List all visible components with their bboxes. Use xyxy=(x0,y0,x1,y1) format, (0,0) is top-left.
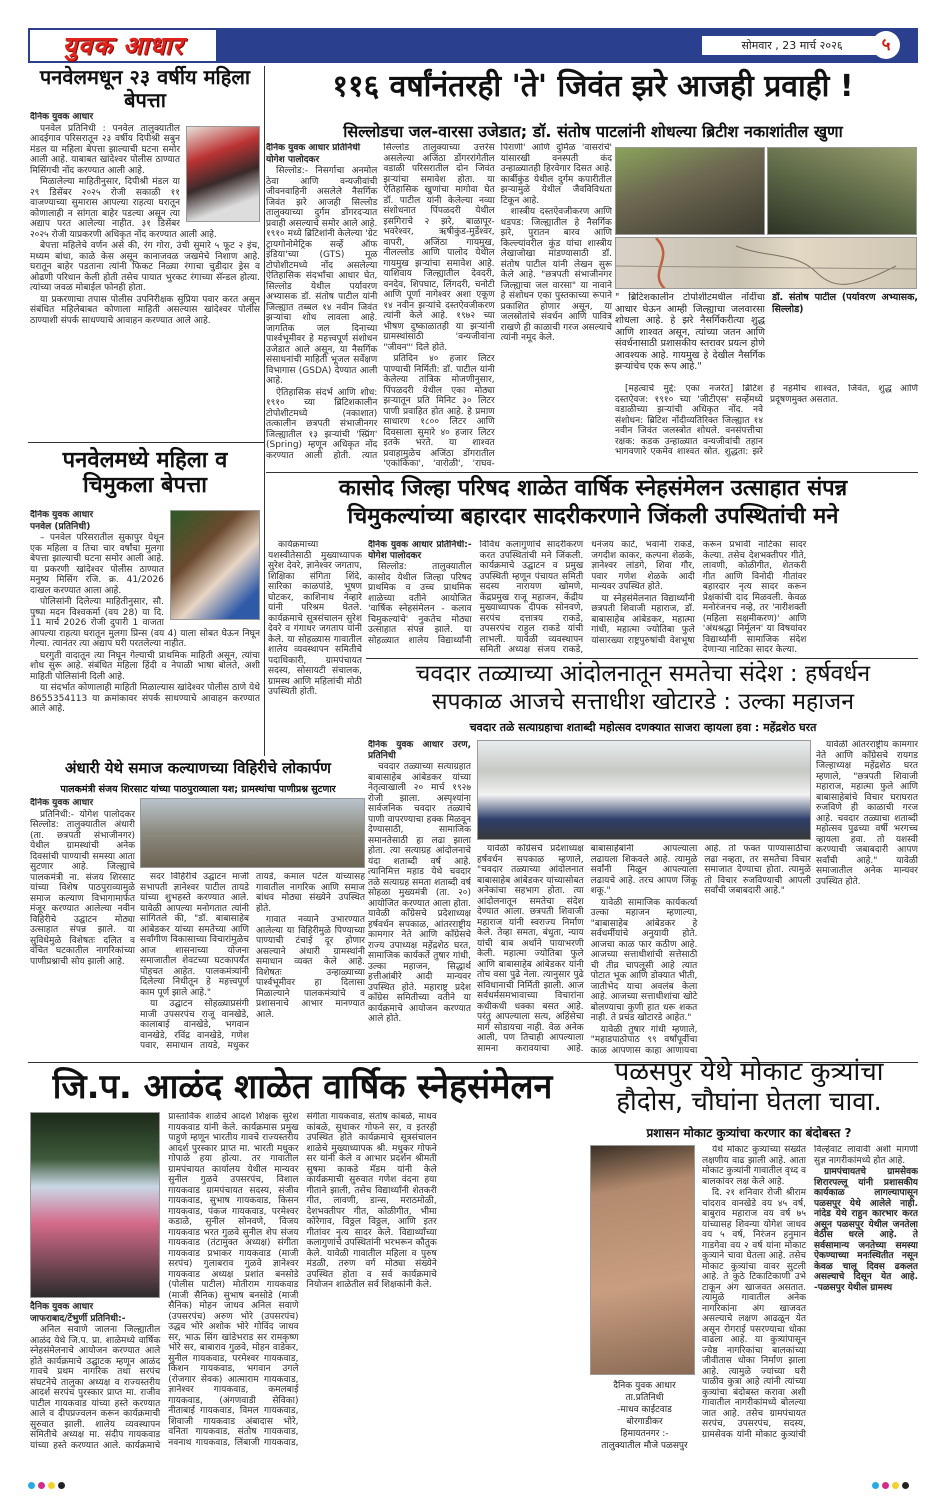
color-dot xyxy=(28,1482,35,1489)
byline: दैनिक युवक आधार xyxy=(30,112,94,122)
article-springs xyxy=(266,143,612,470)
subheadline-palaspur: प्रशासन मोकाट कुत्र्यांचा करणार का बंदोबस्त ? xyxy=(646,1126,852,1140)
divider xyxy=(266,472,918,473)
paragraph: घरगुती वादातून त्या निघून गेल्याची प्राथमिक माहिती असून, त्यांचा शोध सुरू आहे. संबंधित महिला हिंदी व नेपाळी भाषा बोलते, अशी माहिती पोलिसांनी दिली आहे. xyxy=(30,650,260,682)
researcher-at-spring-photo xyxy=(615,147,765,235)
article-panvel-child xyxy=(30,510,260,756)
british-topo-map-photo xyxy=(615,237,917,289)
paragraph: या प्रकरणाचा तपास पोलीस उपनिरीक्षक सुप्रिया पवार करत असून संबंधित महिलेबाबत कोणाला माहिती असल्यास खांदेश्वर पोलीस ठाण्याशी संपर्क साधण्याचे आवाहन करण्यात आले आहे. xyxy=(30,294,260,326)
byline-line: दैनिक युवक आधार xyxy=(613,1381,676,1391)
andhari-photo-and-text xyxy=(140,798,365,1060)
spring-water-photo xyxy=(767,147,917,235)
dog-bite-wound-photo xyxy=(590,1145,695,1375)
headline-kasod-line2: चिमुकल्यांच्या बहारदार सादरीकरणाने जिंकली उपस्थितांची मने xyxy=(347,504,839,529)
byline-line: -माधव काईटवाड xyxy=(617,1405,672,1415)
footer-color-dots-left xyxy=(28,1474,68,1493)
paragraph: अनिल सवाणे जालना जिल्ह्यातील आळंद येथे जि.प. प्रा. शाळेमध्ये वार्षिक स्नेहसंमेलनाचे आयोजन करण्यात आले होते कार्यक्रमाचे उद्घाटक म्हणून आळंद गावचे प्रथम नागरिक तथा सरपंच संघटनेचे तालुका अध्यक्ष व राज्यस्तरीय आदर्श सरपंच पुरस्कार प्राप्त मा. राजीव पाटील गायकवाड यांच्या हस्ते करण्यात आले व दीपप्रज्वलन करून कार्यक्रमाची सुरुवात झाली. शालेय व्यवस्थापन समितीचे अध्यक्ष मा. संदीप गायकवाड यांच्या हस्ते करण्यात आले. कार्यक्रमाचे प्रास्ताविक शाळेचे आदर्श शिक्षक सुरेश गायकवाड यांनी केले. कार्यक्रमास प्रमुख पाहुणे म्हणून भारतीय गावचे राज्यस्तरीय आदर्श पुरस्कार प्राप्त मा. भारती मधुकर गोपाळे हया होत्या. तर गावातील ग्रामपंचायत कार्यालय येथील मान्यवर सुनील गुळवे उपसरपंच, विशाल गायकवाड ग्रामपंचायत सदस्य, संजीव गायकवाड, सुभाष गायकवाड, किसन गायकवाड, पंकज गायकवाड, परमेश्वर कडाळे, सुनील सोनवणे, विजय गायकवाड भरत गुळवे सुनील शेप संजय गायकवाड (तंटामुक्त अध्यक्ष) संगीता गायकवाड प्रभाकर गायकवाड (माजी सरपंच) गुलाबराव गुळवे ज्ञानेश्वर गायकवाड अध्यक्ष प्रशांत बनसोडे (पोलीस पाटील) मोतीराम गायकवाड (माजी सैनिक) सुभाष बनसोडे (माजी सैनिक) मोहन जाधव अनिल सवाणे (उपसरपंच) अरुण भोरे (उपसरपंच) उद्धव भोरे अशोक भोरे गोविंद जाधव सर, भाऊ सिंग खांडेभराड सर रामकृष्ण भोरे सर, बाबाराव गुळवे, मोहन वाडेकर, सुनील गायकवाड, परमेश्वर गायकवाड, किशन गायकवाड, भगवान उगले (रोजगार सेवक) आत्माराम गायकवाड, ज्ञानेश्वर गायकवाड, कमलबाई गायकवाड, (अंगणवाडी सेविका) नीताबाई गायकवाड, विमल गायकवाड, शिवाजी गायकवाड अंबादास भोरे, वनिता गायकवाड, संतोष गायकवाड, नवनाथ गायकवाड, लिंबाजी गायकवाड, संगीता गायकवाड, संतोष कांबळे, माधव कांबळे, सुधाकर गोफने सर, व इतरही उपस्थित होते कार्यक्रमाचे सूत्रसंचालन शाळेचे मुख्याध्यापक श्री. मधुकर गोफने सर यांनी केले व आभार प्रदर्शन श्रीमती सुषमा काकडे मॅडम यांनी केले कार्यक्रमाची सुरुवात गणेश वंदना हया गीताने झाली, तसेच विद्यार्थ्यांनी शेतकरी गीत, लावणी, डान्स, मराठमोळी, देशभक्तीपर गीत, कोळीगीत, भीमा कोरेगाव, विठ्ठल विठ्ठल, आणि इतर गीतांवर नृत्य सादर केले. विद्यार्थ्यांच्या कलागुणांचे उपस्थितांनी भरभरून कौतुक केले. यावेळी गावातील महिला व पुरुष मंडळी, तरुण वर्ग मोठ्या संख्येने उपस्थित होता व सर्व कार्यक्रमाचे नियोजन शाळेतील सर्व शिक्षकांनी केले. xyxy=(30,1112,437,1451)
palaspur-byline-block xyxy=(592,1380,697,1458)
school-gathering-photo xyxy=(30,1112,160,1298)
byline-line: बोरगाडीकर xyxy=(626,1417,663,1427)
paragraph: सिल्लोड:- निसर्गाचा अनमोल ठेवा आणि वन्यजीवांची जीवनवाहिनी असलेले नैसर्गिक जिवंत झरे आजही सिल्लोड तालुक्याच्या दुर्गम डोंगरदऱ्यात प्रवाही असल्याचे समोर आले आहे. १९१० मध्ये ब्रिटिशांनी केलेल्या 'ग्रेट ट्रायगोनोमेट्रिक सर्व्हे ऑफ इंडिया'च्या (GTS) मूळ टोपोशीटमध्ये नोंद असलेल्या ऐतिहासिक संदर्भांचा आधार घेत, सिल्लोड येथील पर्यावरण अभ्यासक डॉ. संतोष पाटील यांनी जिल्ह्यात तब्बल १४ नवीन जिवंत झऱ्यांचा शोध लावला आहे. जागतिक जल दिनाच्या पार्श्वभूमीवर हे महत्त्वपूर्ण संशोधन उजेडात आले असून, या नैसर्गिक संसाधनांची माहिती भूजल सर्वेक्षण विभागास (GSDA) देण्यात आली आहे. xyxy=(266,166,378,386)
springs-highlights-box xyxy=(615,384,918,470)
paragraph: पनवेल प्रतिनिधी : पनवेल तालुक्यातील आदईगाव परिसरातून २३ वर्षीय दिपीश्री सबुन मंडल या महिला बेपत्ता झाल्याची घटना समोर आली आहे. याबाबत खांदेश्वर पोलीस ठाण्यात मिसिंगची नोंद करण्यात आली आहे. xyxy=(30,123,180,176)
headline-panvel-woman: पनवेलमधून २३ वर्षीय महिला बेपत्ता xyxy=(39,65,251,112)
color-dot xyxy=(892,1482,899,1489)
paragraph: सिल्लोड: तालुक्यातील कासोद येथील जिल्हा परिषद प्राथमिक व उच्च प्राथमिक शाळेच्या वतीने आयोजित 'वार्षिक स्नेहसंमेलन - कलाव चिमुकल्यांचे' नुकतेच मोठ्या उत्साहात संपन्न झाले. या सोहळ्यात शालेय विद्यार्थ्यांनी विविध कलागुणांचे सादरीकरण करत उपस्थितांची मने जिंकली. कार्यक्रमाचे उद्घाटन व प्रमुख उपस्थिती म्हणून पंचायत समिती सदस्य नारायण खोमणे, केंद्रप्रमुख राजू महाजन, केंद्रीय मुख्याध्यापक दीपक सोनवणे, सरपंच दत्तात्रय राकडे, उपसरपंच राहुल राकडे यांची लाभली. यावेळी व्यवस्थापन समिती अध्यक्ष संजय राकडे, धनंजय काटे, भवानी राकडे, जगदीश काकर, कल्पना शेळके, ज्ञानेश्वर लांडगे, शिवा गौर, पवार गणेश शेळके आदी मान्यवर उपस्थित होते. xyxy=(368,540,695,655)
byline: दैनिक युवक आधार उरण, प्रतिनिधी xyxy=(368,740,471,761)
springs-attribution: डॉ. संतोष पाटील (पर्यावरण अभ्यासक, सिल्लोड) xyxy=(772,292,918,315)
byline: दैनिक युवक आधार xyxy=(30,798,94,808)
headline-aland: जि.प. आळंद शाळेत वार्षिक स्नेहसंमेलन xyxy=(52,1067,553,1107)
newspaper-logo: युवक आधार xyxy=(30,30,216,61)
headline-palaspur: पळसपुर येथे मोकाट कुत्र्यांचा हौदोस, चौघांना घेतला चावा. xyxy=(614,1057,884,1117)
paragraph: या संदर्भात कोणालाही माहिती मिळाल्यास खांदेश्वर पोलीस ठाणे येथे 8655354113 या क्रमांकावर संपर्क साधण्याचे आवाहन करण्यात आले आहे. xyxy=(30,683,260,714)
headline-chavdar-line2: सपकाळ आजचे सत्ताधीश खोटारडे : उल्का महाजन xyxy=(431,689,855,715)
footer-color-dots-right xyxy=(872,1474,912,1493)
headline-chavdar-line1: चवदार तळ्याच्या आंदोलनातून समतेचा संदेश : हर्षवर्धन xyxy=(415,661,871,687)
page-number: ५ xyxy=(872,31,900,59)
missing-woman-photo xyxy=(186,126,260,222)
map-contour-lines xyxy=(616,238,917,289)
paragraph: यावेळी सामाजिक कार्यकर्त्या उल्का महाजन म्हणाल्या, "बाबासाहेब आंबेडकर हे सर्वधर्मीयांचे अनुयायी होते. आजचा काळ फार कठीण आहे. आजच्या सत्ताधीशांची सत्तेसाठी ची तीव्र चापलूसी आहे त्यात पोटात भूक आणि डोक्यात भीती, जातीभेद याचा अवलंब केला आहे. आजच्या सत्ताधीशांचा खोटे बोलण्याचा कुणी हात धरू शकत नाही. ते प्रचंड खोटारडे आहेत." xyxy=(590,897,698,1023)
headline-kasod-line1: कासोद जिल्हा परिषद शाळेत वार्षिक स्नेहसंमेलन उत्साहात संपन्न xyxy=(338,476,848,501)
paragraph: प्रतिदिन ४० हजार लिटर पाण्याची निर्मिती: डॉ. पाटील यांनी केलेल्या तांत्रिक मोजणीनुसार, पिंपळदरी येथील एका मोठ्या झऱ्यातून प्रति मिनिट ३० लिटर पाणी प्रवाहित होत आहे. हे प्रमाण साधारण १८०० लिटर आणि दिवसाला सुमारे ४० हजार लिटर इतके भरते. या शाश्वत प्रवाहामुळेच अजिंठा डोंगरातील 'एकांकिका', 'वारोळी', 'राघव-पिराणी' आणि दुर्मिळ 'वासरांचे' यांसारखी वनस्पती कंद उन्हाळ्यातही हिरवेगार दिसत आहे. कार्बीकुंड येथील दुर्गम कपारीतील झऱ्यामुळे येथील जैवविविधता टिकून आहे. xyxy=(383,143,612,469)
byline: दैनिक युवक आधार प्रतिनिधी:- योगेश पालोदकर xyxy=(368,540,472,561)
paragraph: शास्त्रीय दस्तऐवजीकरण आणि धडपड: जिल्ह्यातील हे नैसर्गिक झरे, पुरातन बारव आणि किल्ल्यांवरील कुंड यांचा शास्त्रीय लेखाजोखा मांडण्यासाठी डॉ. संतोष पाटील यांनी लेखन सुरू केले आहे. "छत्रपती संभाजीनगर जिल्ह्याचा जल वारसा" या नावाने हे संशोधन एका पुस्तकाच्या रूपाने प्रकाशित होणार असून, या जलस्रोतांचे संवर्धन आणि पावित्र राखणे ही काळाची गरज असल्याचे त्यांनी नमूद केले. xyxy=(500,207,612,343)
paragraph: येथे मोकाट कुत्र्यांच्या संख्येत लक्षणीय वाढ झाली आहे. आता मोकाट कुत्र्यांनी गावातील वृध्द व बालकांवर लक्ष केले आहे. xyxy=(702,1145,806,1187)
divider xyxy=(366,658,918,659)
paragraph: सदर विहिरीचे उद्घाटन माजी सभापती ज्ञानेश्वर पाटील तायडे यांच्या शुभहस्ते करण्यात आले. यावेळी आपल्या मनोगतात त्यांनी सांगितले की, "डॉ. बाबासाहेब आंबेडकर यांच्या समतेच्या आणि सर्वांगीण विकासाच्या विचारांमुळेच आज शासनाच्या योजना समाजातील शेवटच्या घटकापर्यंत पोहचत आहेत. पालकमंत्र्यांनी दिलेल्या निधीतून हे महत्त्वपूर्ण काम पूर्ण झाले आहे." xyxy=(140,872,249,998)
paragraph: यावेळी तुषार गांधी म्हणाले, "महाडपाठोपाठ ९९ वर्षांपूर्वीचा काळ आपणास काहा आणायचा आहे. तो फक्त पाण्यासाठीचा लढा नव्हता, तर समतेचा विचार समाजात देण्याचा होता. त्यामुळे तो विचार रुजविण्याची आपली सर्वांची जबाबदारी आहे." xyxy=(590,844,811,1056)
headline-andhari: अंधारी येथे समाज कल्याणच्या विहिरीचे लोकार्पण xyxy=(65,759,331,777)
article-kasod xyxy=(368,540,918,656)
article-chavdar-column-1 xyxy=(368,740,471,1058)
color-dot xyxy=(882,1482,889,1489)
headline-springs: ११६ वर्षांनंतरही 'ते' जिवंत झरे आजही प्रवाही ! xyxy=(332,69,854,104)
article-palaspur xyxy=(702,1145,918,1458)
paragraph: दि. २१ शनिवार रोजी श्रीराम चांदराव वानखेडे वय ४५ वर्ष, बाबुराव महाराज वय वर्ष ७५ यांच्यासह शिवन्या योगेश जाधव वय ५ वर्ष, निरंजन हनुमान गाडगेवा वय २ वर्ष यांना मोकाट कुत्र्याने चावा घेतला आहे. तसेच मोकाट कुत्र्यांचा वावर सुटली आहे. ते कुठे टिकाटिकाणी उभे टाकून अंग खाजवत असतात. त्यामुळे गावातील अनेक नागरिकांना अंग खाजवत असल्याचे लक्षण आढळून येत असून रोगराई पसरण्याचा धोका वाढला आहे. या कुत्र्यांपासून ज्येष्ठ नागरिकांचा बालकांच्या जीवीतास धोका निर्माण झाला आहे. त्यामुळे ज्यांच्या घरी पाळीव कुत्रा आहे त्यांनी त्यांच्या कुत्र्यांचा बंदोबस्त करावा अशी गावातील नागरीकांमध्ये बोलल्या जात आहे. तसेच ग्रामपंचायत सरपंच, उपसरपंच, सदस्य, ग्रामसेवक यांनी मोकाट कुत्र्यांची विल्हेवाट लावावी अशी मागणी सुज्ञ नागरीकांमध्ये होत आहे. xyxy=(702,1145,918,1440)
byline: दैनिक युवक आधार xyxy=(30,1302,94,1312)
article-chavdar xyxy=(477,844,811,1058)
color-dot xyxy=(58,1482,65,1489)
paragraph: मिळालेल्या माहितीनुसार, दिपीश्री मंडल या २९ डिसेंबर २०२५ रोजी सकाळी ११ वाजण्याच्या सुमारास आपल्या राहत्या घरातून कोणालाही न सांगता बाहेर पडल्या असून त्या अद्याप परत आलेल्या नाहीत. ३१ डिसेंबर २०२५ रोजी याप्रकरणी अधिकृत नोंद करण्यात आली आहे. xyxy=(30,177,217,240)
missing-woman-child-photo xyxy=(170,510,260,620)
reporter: योगेश पालोदकर xyxy=(266,154,320,165)
paragraph: गावात नव्याने उभारण्यात आलेल्या या विहिरीमुळे पिण्याच्या पाण्याची टंचाई दूर होणार असल्याने अंधारी ग्रामस्थांनी समाधान व्यक्त केले आहे. विशेषतः उन्हाळ्याच्या पार्श्वभूमीवर हा दिलासा मिळाल्याने पालकमंत्र्यांचे व प्रशासनाचे आभार मानण्यात आले. xyxy=(256,915,365,1020)
congress-leaders-photo xyxy=(477,740,811,840)
color-dot xyxy=(38,1482,45,1489)
color-dot xyxy=(872,1482,879,1489)
paragraph: कार्यक्रमाच्या यशस्वीतेसाठी मुख्याध्यापक सुरेश देवरे, ज्ञानेश्वर जगताप, शिक्षिका संगिता शिंदे, सारिका काळपांडे, भूषण घोटकर, काशिनाथ नेव्हारे यांनी परिश्रम घेतले. कार्यक्रमाचे सूत्रसंचालन सुरेश देवरे व गंगाधर जगताप यांनी केले. या सोहळ्यास गावातील शालेय व्यवस्थापन समितीचे पदाधिकारी, ग्रामपंचायत सदस्य, सोसायटी संचालक, ग्रामस्थ आणि महिलांची मोठी उपस्थिती होती. xyxy=(268,540,362,697)
article-panvel-woman xyxy=(30,112,260,438)
subheadline-chavdar: चवदार तळे सत्याग्रहाचा शताब्दी महोत्सव दणक्यात साजरा व्हायला हवा : महेंद्रशेठ घरत xyxy=(469,721,817,734)
column-divider xyxy=(264,66,265,756)
color-dot xyxy=(48,1482,55,1489)
article-chavdar-column-last xyxy=(816,740,918,1058)
paragraph: [महत्वाचे मुद्दे: एका नजरेत] ब्रिटिश दस्तऐवज: १९१० च्या 'जीटीएस' सर्व्हेमध्ये वडाळीच्या झऱ्यांची अधिकृत नोंद. नवे संशोधन: ब्रिटिश नोंदीव्यतिरिक्त जिल्ह्यात १४ नवीन जिवंत जलस्त्रोत शोधले. वनसंपत्तीचा रक्षक: कडक उन्हाळ्यात वन्यजीवांची तहान भागवणारे एकमेव शाश्वत स्रोत. शुद्धता: झरे हे नहमीच शाश्वत, जिवंत, शुद्ध आणि प्रदूषणमुक्त असतात. xyxy=(615,384,918,457)
dateline: पनवेल (प्रतिनिधी) xyxy=(30,521,91,532)
byline-line: हिमायतनगर :- xyxy=(620,1429,669,1439)
springs-quote: " ब्रिटिशकालीन टोपोशीटमधील नोंदींचा आधार घेऊन आम्ही जिल्ह्याचा जलवारसा शोधला आहे. हे झरे नैसर्गिकरीत्या शुद्ध आणि शाश्वत असून, त्यांच्या जतन आणि संवर्धनासाठी प्रशासकीय स्तरावर प्रयत्न होणे आवश्यक आहे. गायमुख हे देखील नैसर्गिक झऱ्यांचेच एक रूप आहे." xyxy=(615,292,765,372)
paragraph: ऐतिहासिक संदर्भ आणि शोध: १९१० च्या ब्रिटिशकालीन टोपोशीटमध्ये (नकाशात) तत्कालीन छत्रपती संभाजीनगर जिल्ह्यातील १३ झऱ्यांची 'स्प्रिंग' (Spring) म्हणून अधिकृत नोंद करण्यात आली होती. त्यात सिल्लोड तालुक्याच्या उत्तरेस असलेल्या अजिंठा डोंगररांगेतील वडाळी परिसरातील दोन जिवंत झऱ्यांचा समावेश होता. या ऐतिहासिक खुणांचा मागोवा घेत डॉ. पाटील यांनी केलेल्या नव्या संशोधनात पिंपळदरी येथील इसगिराचे २ झरे, बाळापूर-भवरेश्वर, ऋषीकुंड-मुर्डेश्वर, वापरी, अजिंठा गायमुख, नीलल्लोड आणि पालोद येथील गायमुख झऱ्यांचा समावेश आहे. याशिवाय जिल्ह्यातील देवदरी, वनदेव, शिपघाट, लिंगदरी, चनोटी आणि पूर्णा नागेश्वर अशा एकूण १४ नवीन झऱ्यांचे दस्तऐवजीकरण त्यांनी केले आहे. १९७२ च्या भीषण दुष्काळातही या झऱ्यांनी ग्रामस्थांसाठी 'वन्यजीवांना "जीवन"' दिले होते. xyxy=(266,143,495,461)
article-aland xyxy=(30,1112,575,1458)
paragraph: प्रतिनिधी:- योगेश पालोदकर सिल्लोड: तालुक्यातील अंधारी (ता. छत्रपती संभाजीनगर) येथील ग्रामस्थांची अनेक दिवसांची पाण्याची समस्या आता सुटणार आहे. जिल्ह्याचे पालकमंत्री ना. संजय शिरसाट यांच्या विशेष पाठपुराव्यामुळे समाज कल्याण विभागामार्फत मंजूर करण्यात आलेल्या नवीन विहिरीचे उद्घाटन मोठ्या उत्साहात संपन्न झाले. या सुविधेमुळे विशेषतः दलित व वंचित घटकातील नागरिकांच्या पाणीप्रश्नाची सोय झाली आहे. xyxy=(30,809,135,967)
issue-date: सोमवार , 23 मार्च २०२६ xyxy=(702,36,882,55)
paragraph: चवदार तळ्याच्या सत्याग्रहात बाबासाहेब आंबेडकर यांच्या नेतृत्वाखाली २० मार्च १९२७ रोजी झाला. अस्पृश्यांना सार्वजनिक चवदार तळ्याचे पाणी वापरण्याचा हक्क मिळवून देण्यासाठी, सामाजिक समानतेसाठी हा लढा झाला होता. त्या सत्याग्रह आंदोलनाचे यंदा शताब्दी वर्ष आहे. त्यानिमित्त महाड येथे चवदार तळे सत्याग्रह समता शताब्दी वर्ष सोहळा मुख्यमंत्री (ता. २०) आयोजित करण्यात आला होता. यावेळी काँग्रेसचे प्रदेशाध्यक्ष हर्षवर्धन सपकाळ, आंतरराष्ट्रीय कामगार नेते आणि काँग्रेसचे राज्य उपाध्यक्ष महेंद्रशेठ घरत, सामाजिक कार्यकर्ते तुषार गांधी, उल्का महाजन, सिद्धार्थ हत्तीआंबीरे आदी मान्यवर उपस्थित होते. महाराष्ट्र प्रदेश काँग्रेस समितीच्या वतीने या कार्यक्रमाचे आयोजन करण्यात आले होते. xyxy=(368,762,471,1024)
subheadline-andhari: पालकमंत्री संजय शिरसाट यांच्या पाठपुराव्याला यश; ग्रामस्थांचा पाणीप्रश्न सुटणार xyxy=(60,784,336,795)
paragraph: ग्रामपंचायतचे ग्रामसेवक शिरारपल्लू यांनी प्रशासकीय कार्यकाळ लागल्यापासून पळसपुर येथे आलेले नाही. नांदेड येथे राहुन कारभार करत असून पळसपुर येथील जनतेला वेठीस धरले आहे. ते सर्वसामान्य जनतेच्या समस्या ऐकण्याच्या मनःस्थितीत नसून केवळ चालू दिवस ढकलत असल्याचे दिसून येत आहे. -पळसपुर येथील ग्रामस्थ xyxy=(814,1167,918,1293)
chavdar-photo-and-text xyxy=(477,740,811,1058)
color-dot xyxy=(902,1482,909,1489)
paragraph: यावेळी आंतरराष्ट्रीय कामगार नेते आणि काँग्रेसचे रायगड जिल्हाध्यक्ष महेंद्रशेठ घरत म्हणाले, "छत्रपती शिवाजी महाराज, महात्मा फुले आणि बाबासाहेबांचे विचार घराघरात रुजविणे ही काळाची गरज आहे. चवदार तळ्याचा शताब्दी महोत्सव पुढच्या वर्षी भरगच्च व्हायला हवा. तो यशस्वी करण्याची जबाबदारी आपण सर्वांची आहे." यावेळी समाजातील अनेक मान्यवर उपस्थित होते. xyxy=(816,740,918,887)
paragraph: बेपत्ता महिलेचे वर्णन असे की, रंग गोरा, उंची सुमारे ५ फूट २ इंच, मध्यम बांधा, काळे केस असून कानाजवळ जखमेचे निशाण आहे. घरातून बाहेर पडताना त्यांनी फिकट निळ्या रंगाचा चुडीदार ड्रेस व ओढणी परिधान केली होती तसेच पायात भुरकट रंगाच्या सॅन्डल होत्या. त्यांच्या जवळ मोबाईल फोनही होता. xyxy=(30,241,260,293)
paragraph: यावेळी काँग्रेसचे प्रदेशाध्यक्ष हर्षवर्धन सपकाळ म्हणाले, "चवदार तळ्याच्या आंदोलनात बाबासाहेब आंबेडकर यांच्यासोबत अनेकांचा सहभाग होता. त्या आंदोलनातून समतेचा संदेश देण्यात आला. छत्रपती शिवाजी महाराज यांनी स्वराज्य निर्माण केले. तेव्हा समता, बंधुता, न्याय यांची बाब अर्थाने पायाभरणी केली. महात्मा ज्योतिबा फुले आणि बाबासाहेब आंबेडकर यांनी तोच वसा पुढे नेला. त्यानुसार पुढे संविधानाची निर्मिती झाली. आज सर्वधर्मसमभावाच्या विचारांना कधीकधी धक्का बसत आहे. परंतु आपल्याला सत्य, अहिंसेचा मार्ग सोडायचा नाही. वेळ अनेक आली, पण तिचाही आपल्याला सामना करावयाचा आहे. बाबासाहेबांनी आपल्याला लढायला शिकवले आहे. त्यामुळे सर्वांनी मिळून आपल्याला लढायचे आहे. तरच आपण जिंकू शकू." xyxy=(477,844,698,1054)
paragraph: – पनवेल परिसरातील सुकापुर येथून एक महिला व तिचा चार वर्षांचा मुलगा बेपत्ता झाल्याची घटना समोर आली आहे. या प्रकरणी खांदेश्वर पोलीस ठाण्यात मनुष्य मिसिंग रजि. क्र. 41/2026 दाखल करण्यात आला आहे. xyxy=(30,533,164,596)
article-andhari xyxy=(140,872,365,1060)
byline-line: तालुक्यातील मौजे पळसपुर xyxy=(601,1441,688,1451)
byline-line: ता.प्रतिनिधी xyxy=(625,1393,664,1403)
article-kasod-column-1 xyxy=(268,540,362,756)
article-andhari-column-1 xyxy=(30,798,135,1060)
paragraph: या स्नेहसंमेलनात विद्यार्थ्यांनी छत्रपती शिवाजी महाराज, डॉ. बाबासाहेब आंबेडकर, महात्मा गांधी, महात्मा ज्योतिबा फुले यांसारख्या राष्ट्रपुरुषांची वेशभूषा करून प्रभावी नाटिका सादर केल्या. तसेच देशभक्तीपर गीते, लावणी, कोळीगीत, शेतकरी गीत आणि विनोदी गीतांवर बहारदार नृत्य सादर करून प्रेक्षकांची दाद मिळवली. केवळ मनोरंजनच नव्हे, तर 'नारीशक्ती (महिला सक्षमीकरण)' आणि 'अंधश्रद्धा निर्मूलन' या विषयांवर विद्यार्थ्यांनी सामाजिक संदेश देणाऱ्या नाटिका सादर केल्या. xyxy=(591,540,807,655)
dateline: जाफराबाद/टेंभुर्णी प्रतिनिधी:- xyxy=(30,1313,126,1324)
paragraph: या उद्घाटन सोहळ्याप्रसंगी माजी उपसरपंच राजू वानखेडे, कालाबाई वानखेडे, भगवान वानखेडे, रविंद्र वानखेडे, गणेश पवार, समाधान तायडे, मधुकर तायडे, कमाल पटेल यांच्यासह गावातील नागरिक आणि समाज बांधव मोठ्या संख्येने उपस्थित होते. xyxy=(140,872,365,1051)
well-inauguration-photo xyxy=(140,798,365,868)
byline: दैनिक युवक आधार प्रतिनिधी xyxy=(266,143,361,153)
byline: दैनिक युवक आधार xyxy=(30,510,94,520)
subheadline-springs: सिल्लोडचा जल-वारसा उजेडात; डॉ. संतोष पाटलांनी शोधल्या ब्रिटीश नकाशांतील खुणा xyxy=(343,122,843,141)
headline-panvel-child: पनवेलमध्ये महिला व चिमुकला बेपत्ता xyxy=(62,448,228,499)
paragraph: पोलिसांनी दिलेल्या माहितीनुसार, सौ. पुष्पा मदन विश्वकर्मा (वय 28) या दि. 11 मार्च 2026 रोजी दुपारी 1 वाजता आपल्या राहत्या घरातून मुलगा प्रिन्स (वय 4) याला सोबत घेऊन निघून गेल्या. त्यानंतर त्या अद्याप घरी परतलेल्या नाहीत. xyxy=(30,597,260,649)
divider xyxy=(28,442,264,443)
